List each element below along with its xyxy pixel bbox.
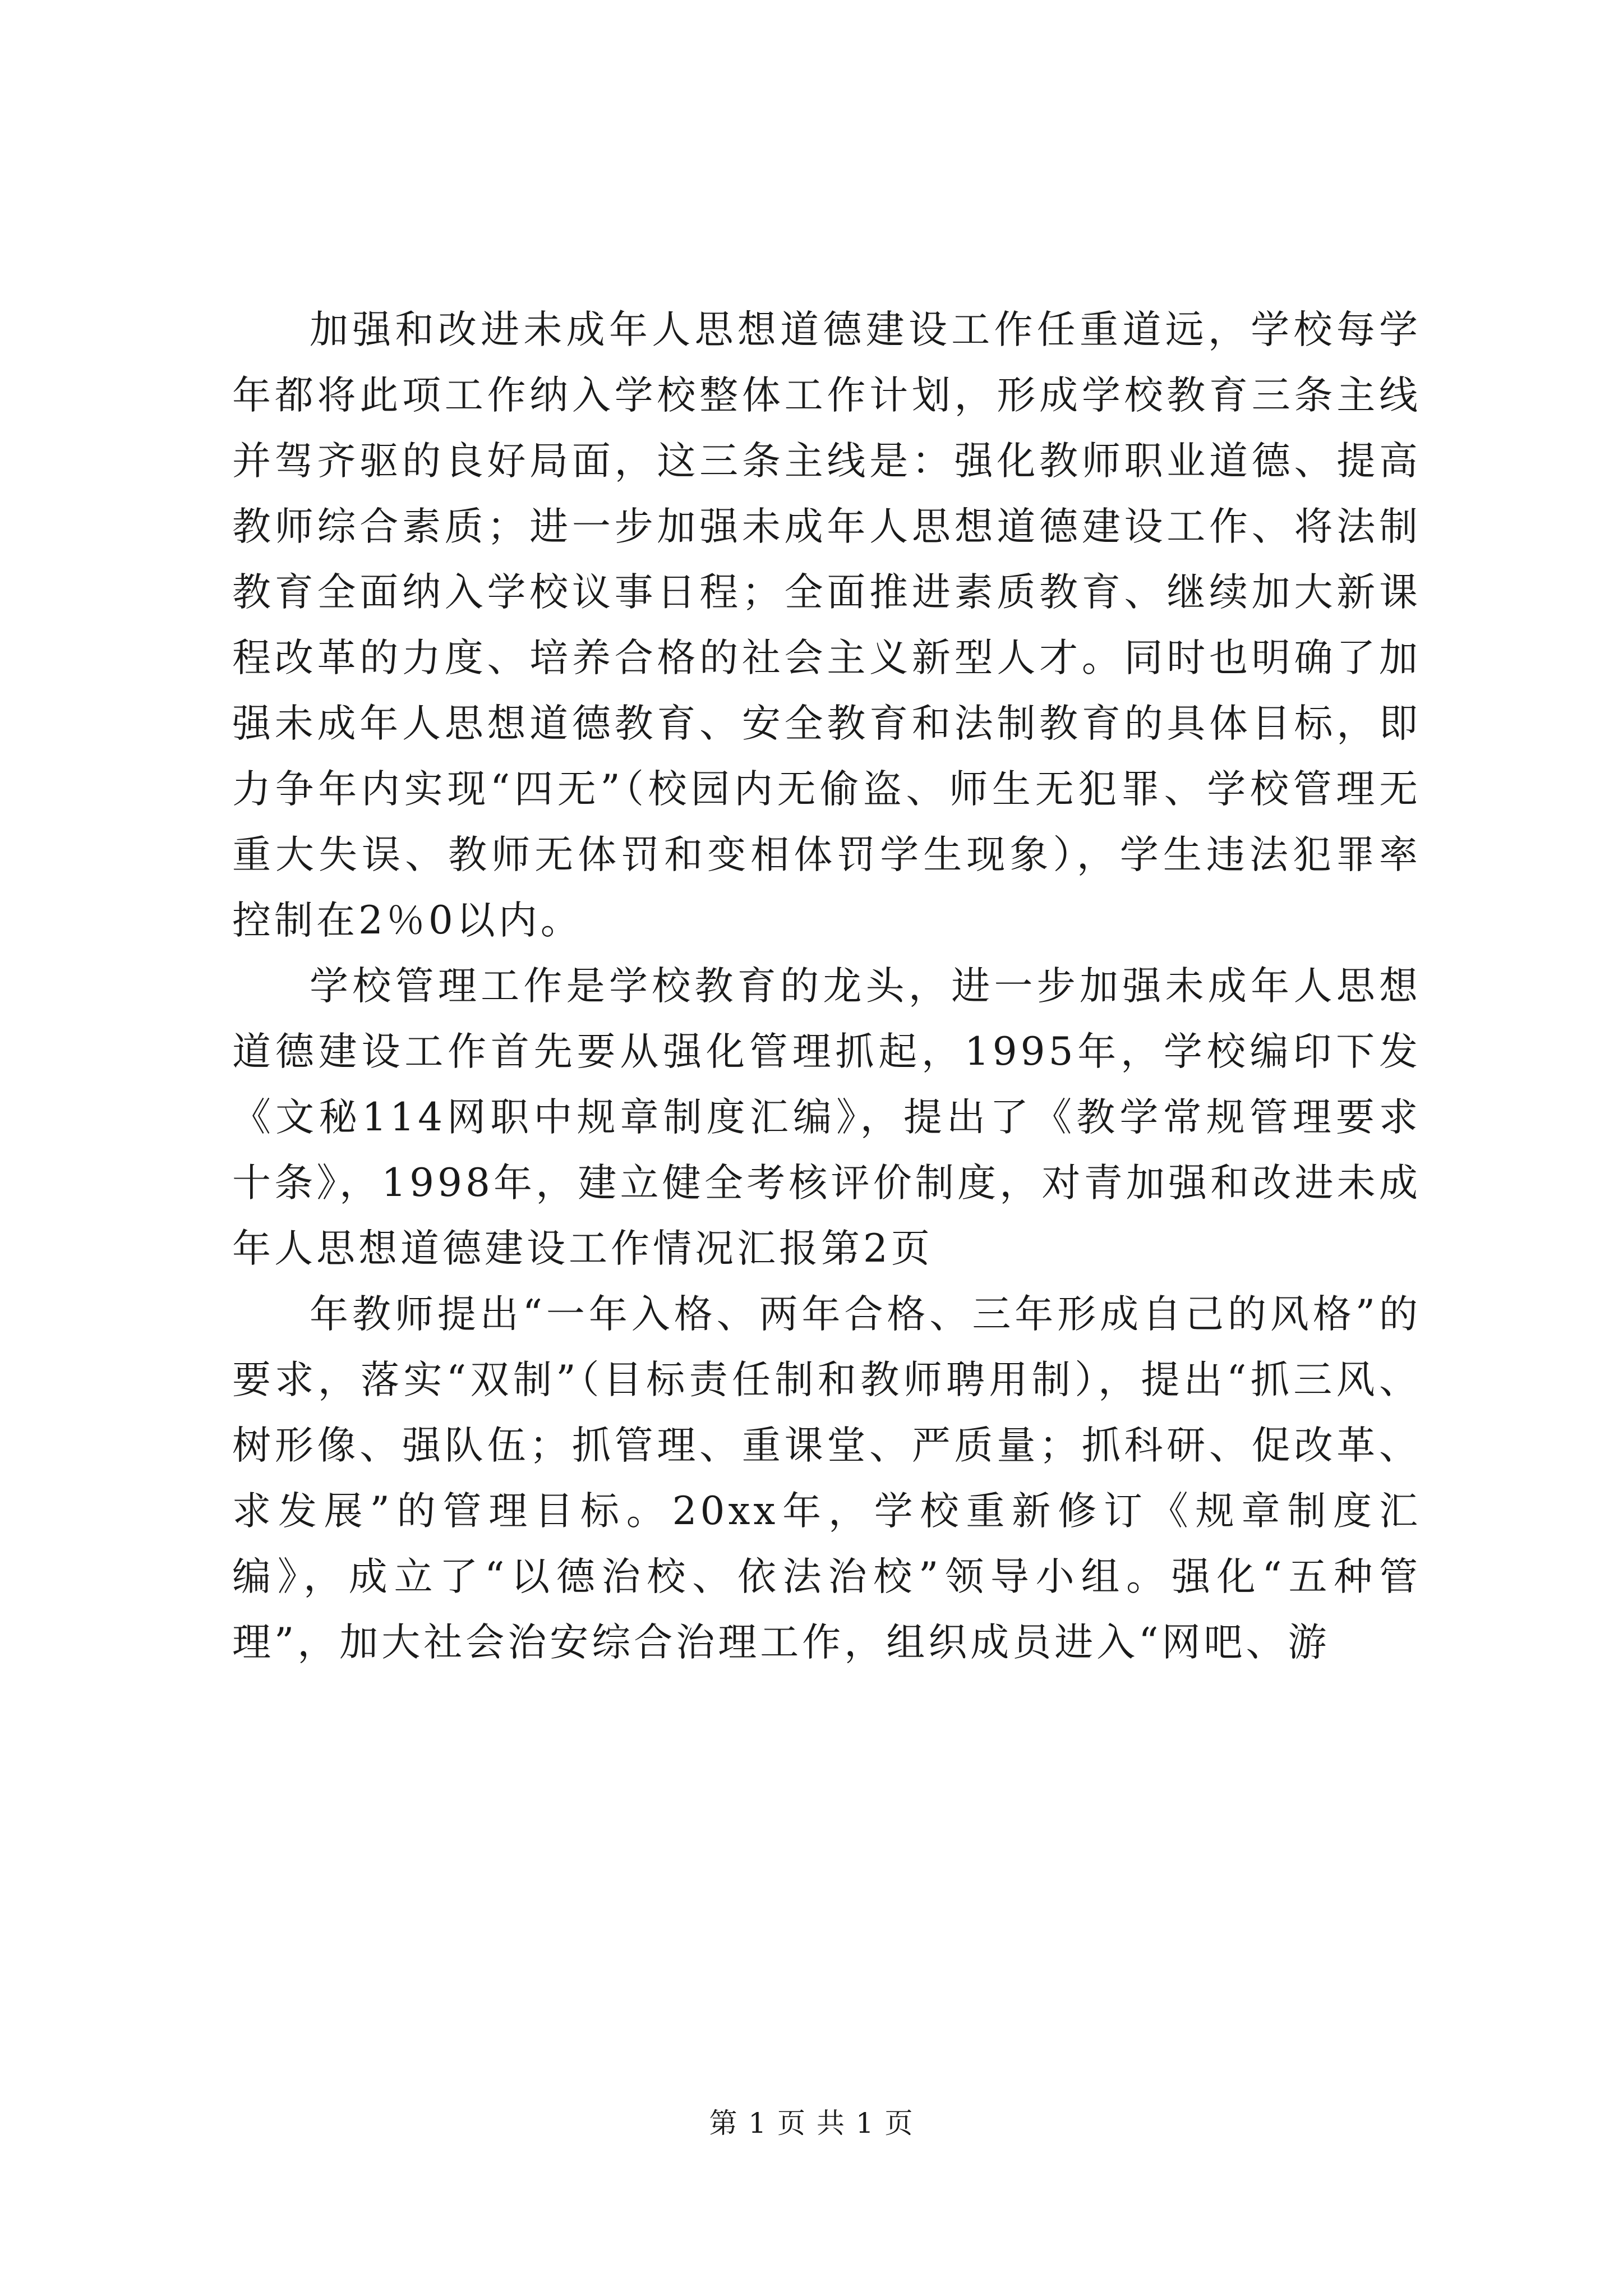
- page-footer: 第 1 页 共 1 页: [709, 2107, 914, 2139]
- document-body: [232, 297, 1421, 1676]
- paragraph-1: 加强和改进未成年人思想道德建设工作任重道远，学校每学年都将此项工作纳入学校整体工作计划，形成学校教育三条主线并驾齐驱的良好局面，这三条主线是：强化教师职业道德、提高教师综合素质；进一步加强未成年人思想道德建设工作、将法制教育全面纳入学校议事日程；全面推进素质教育、继续加大新课程改革的力度、培养合格的社会主义新型人才。同时也明确了加强未成年人思想道德教育、安全教育和法制教育的具体目标，即力争年内实现“四无”（校园内无偷盗、师生无犯罪、学校管理无重大失误、教师无体罚和变相体罚学生现象），学生违法犯罪率控制在2％0以内。: [232, 307, 1421, 943]
- paragraph-3: 年教师提出“一年入格、两年合格、三年形成自己的风格”的要求，落实“双制”（目标责任制和教师聘用制），提出“抓三风、树形像、强队伍；抓管理、重课堂、严质量；抓科研、促改革、求发展”的管理目标。20xx年，学校重新修订《规章制度汇编》，成立了“以德治校、依法治校”领导小组。强化“五种管理”，加大社会治安综合治理工作，组织成员进入“网吧、游: [232, 1292, 1421, 1665]
- paragraph-2: 学校管理工作是学校教育的龙头，进一步加强未成年人思想道德建设工作首先要从强化管理抓起，1995年，学校编印下发《文秘114网职中规章制度汇编》，提出了《教学常规管理要求十条》，1998年，建立健全考核评价制度，对青加强和改进未成年人思想道德建设工作情况汇报第2页: [232, 964, 1421, 1271]
